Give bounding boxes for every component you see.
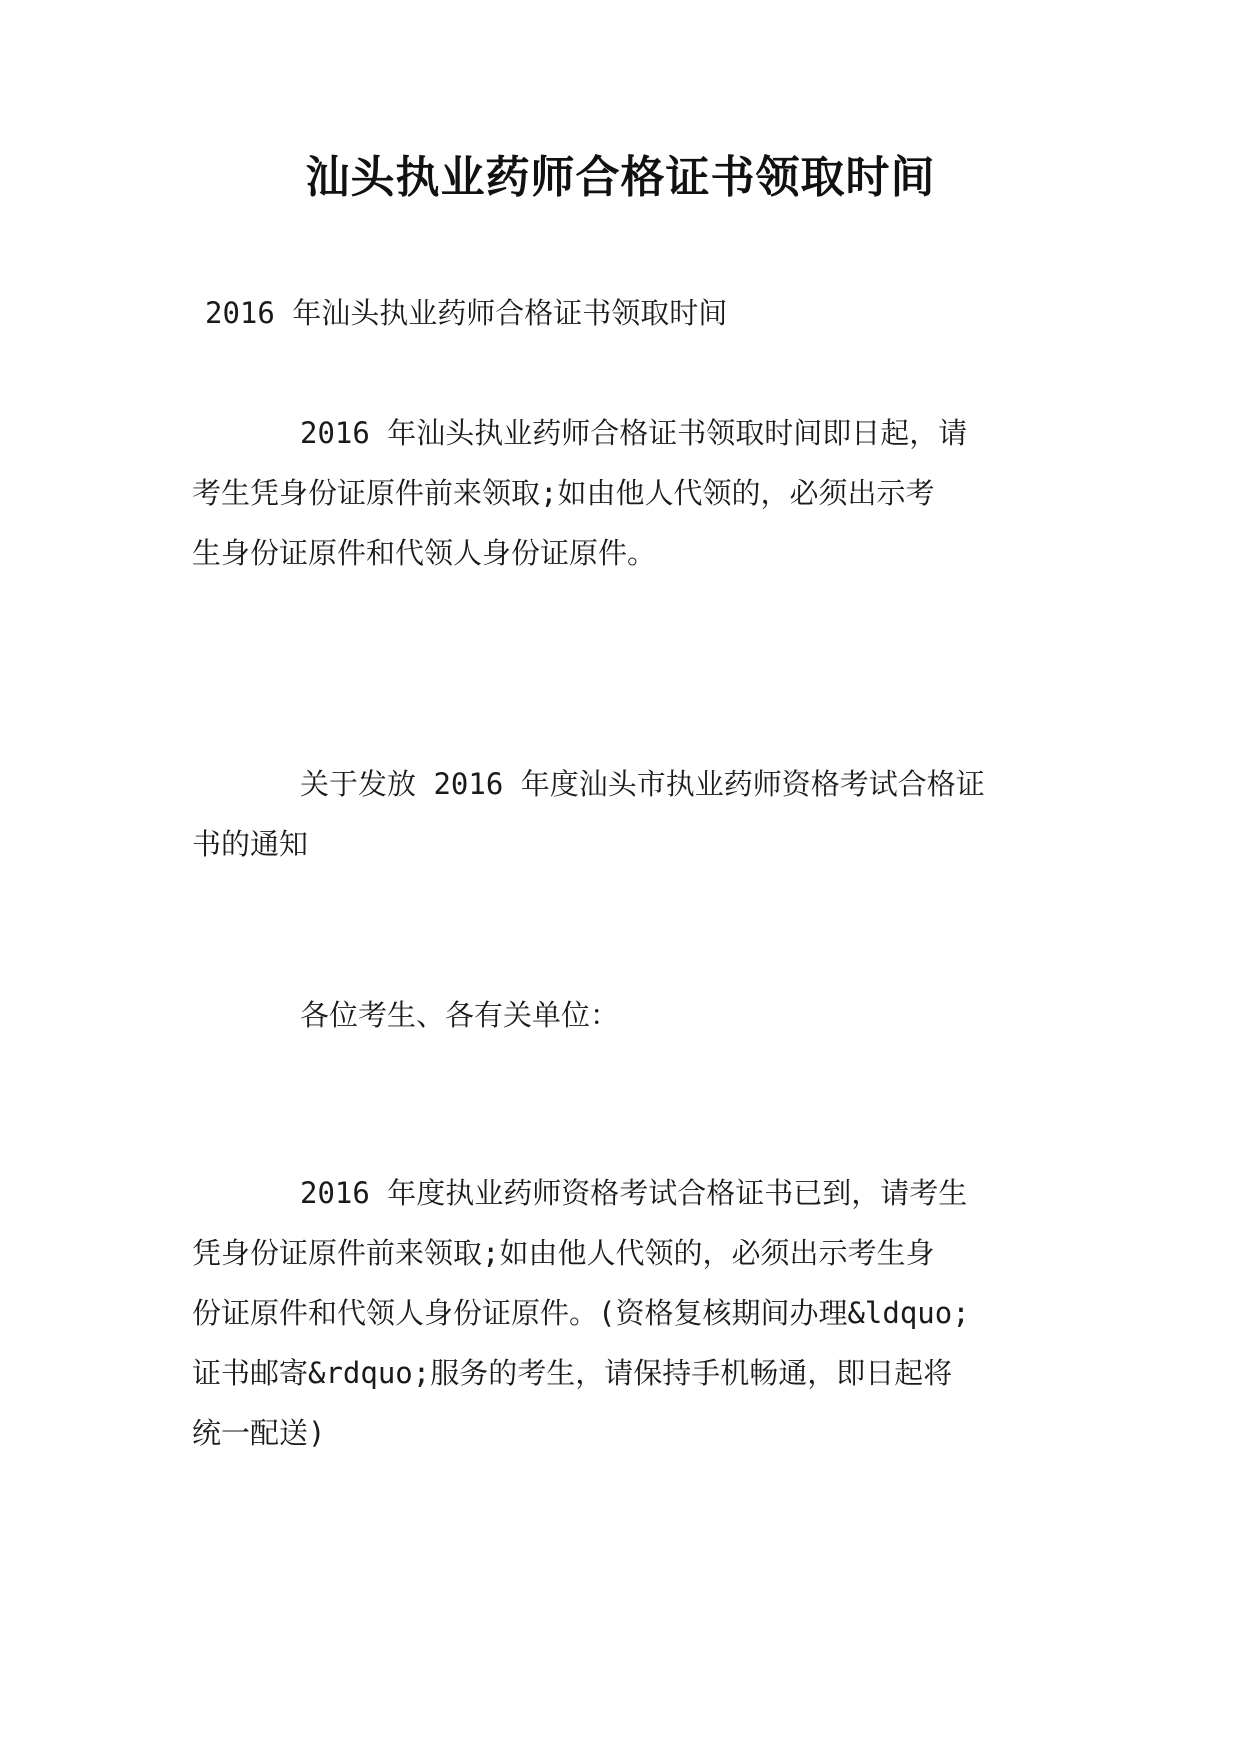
paragraph-line: 份证原件和代领人身份证原件。(资格复核期间办理&ldquo; [192,1296,970,1330]
document-title: 汕头执业药师合格证书领取时间 [305,152,936,203]
paragraph-line: 生身份证原件和代领人身份证原件。 [192,536,657,570]
paragraph-line: 凭身份证原件前来领取;如由他人代领的，必须出示考生身 [192,1236,935,1270]
paragraph-line: 2016 年度执业药师资格考试合格证书已到，请考生 [300,1176,968,1210]
paragraph-line: 各位考生、各有关单位： [300,998,620,1032]
paragraph-salutation [192,985,1052,1045]
document-subtitle: 2016 年汕头执业药师合格证书领取时间 [205,296,728,330]
paragraph-line: 统一配送) [192,1416,326,1450]
paragraph-notice-intro [192,403,1052,583]
paragraph-notice-heading [192,754,1052,874]
paragraph-line: 书的通知 [192,827,309,861]
paragraph-notice-body [192,1163,1052,1463]
paragraph-line: 2016 年汕头执业药师合格证书领取时间即日起，请 [300,416,968,450]
paragraph-line: 关于发放 2016 年度汕头市执业药师资格考试合格证 [300,767,985,801]
paragraph-line: 考生凭身份证原件前来领取;如由他人代领的，必须出示考 [192,476,935,510]
paragraph-line: 证书邮寄&rdquo;服务的考生，请保持手机畅通，即日起将 [192,1356,953,1390]
